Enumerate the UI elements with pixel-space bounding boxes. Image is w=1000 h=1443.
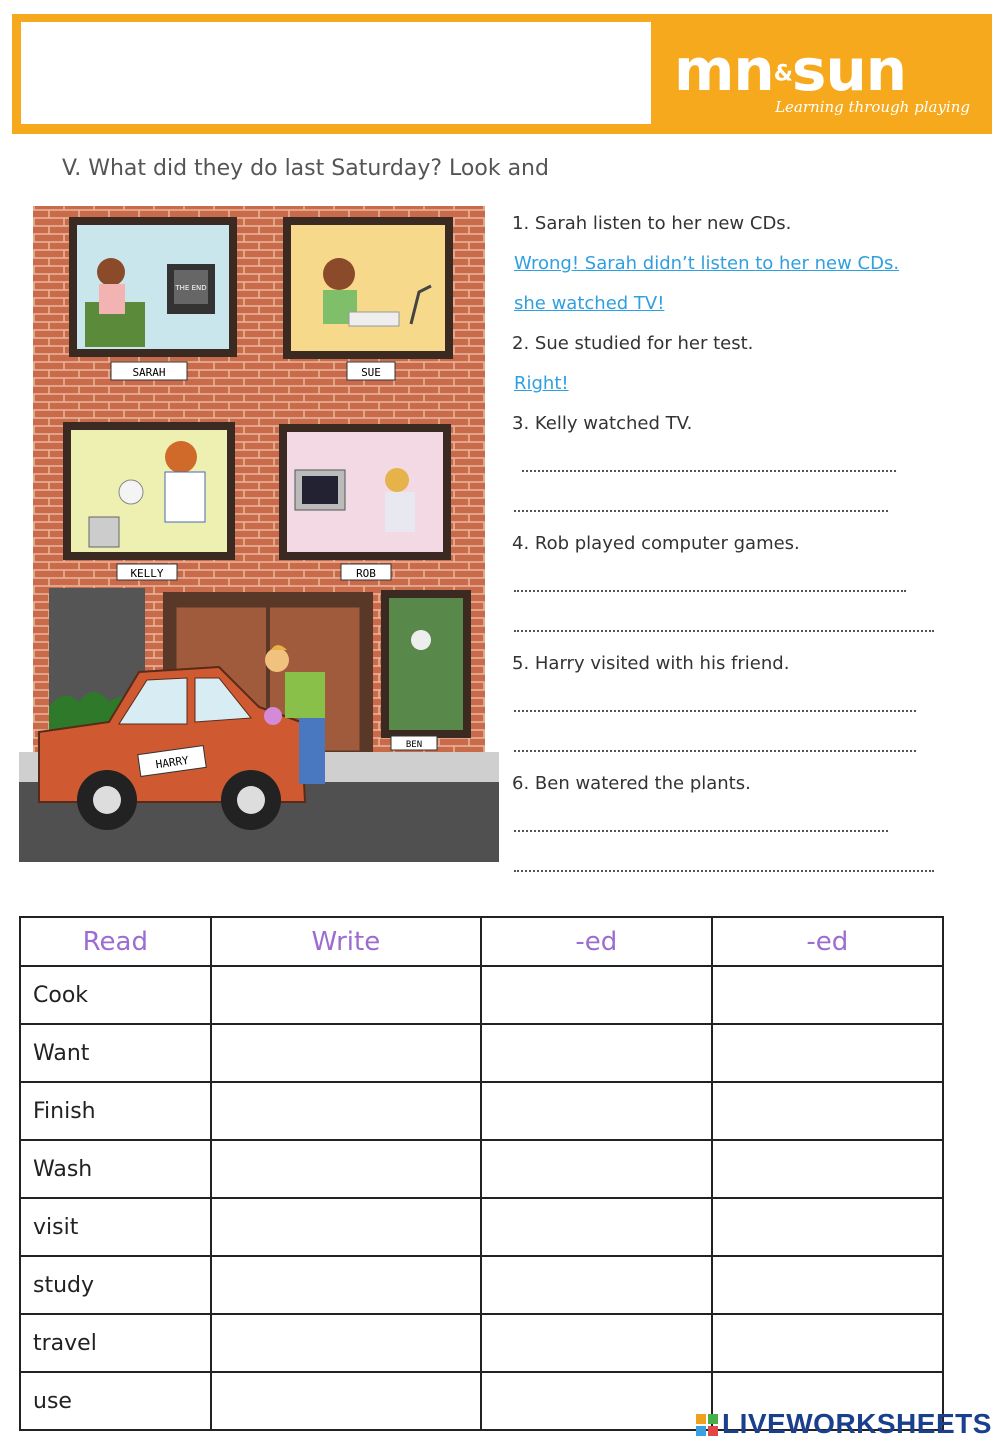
answer-1a: Wrong! Sarah didn’t listen to her new CDs. xyxy=(514,253,900,274)
label-sarah: SARAH xyxy=(132,366,166,379)
building-illustration xyxy=(19,202,499,862)
ed-cell[interactable] xyxy=(712,1140,943,1198)
answer-line-4b[interactable] xyxy=(514,630,934,632)
verb-cell: Want xyxy=(20,1024,211,1082)
header-write: Write xyxy=(211,917,481,966)
verb-cell: travel xyxy=(20,1314,211,1372)
answer-line-6b[interactable] xyxy=(514,870,934,872)
question-1: 1. Sarah listen to her new CDs. xyxy=(512,213,792,234)
write-cell[interactable] xyxy=(211,1256,481,1314)
verb-cell: visit xyxy=(20,1198,211,1256)
label-rob: ROB xyxy=(356,567,376,580)
table-row xyxy=(20,1082,943,1140)
rob-window xyxy=(279,424,451,580)
answer-line-4a[interactable] xyxy=(514,590,906,592)
ed-cell[interactable] xyxy=(481,1140,711,1198)
exercise-title: V. What did they do last Saturday? Look and xyxy=(62,156,549,181)
ed-cell[interactable] xyxy=(481,1314,711,1372)
label-harry: HARRY xyxy=(154,753,190,772)
ed-cell[interactable] xyxy=(481,966,711,1024)
name-box xyxy=(21,22,651,124)
write-cell[interactable] xyxy=(211,966,481,1024)
table-row xyxy=(20,1198,943,1256)
table-row xyxy=(20,1024,943,1082)
ed-cell[interactable] xyxy=(481,1082,711,1140)
header-read: Read xyxy=(20,917,211,966)
answer-line-3a[interactable] xyxy=(522,470,896,472)
write-cell[interactable] xyxy=(211,1372,481,1430)
label-ben: BEN xyxy=(405,740,423,750)
verb-cell: study xyxy=(20,1256,211,1314)
answer-line-3b[interactable] xyxy=(514,510,888,512)
answer-1b: she watched TV! xyxy=(514,293,665,314)
write-cell[interactable] xyxy=(211,1198,481,1256)
kelly-window xyxy=(63,422,235,580)
question-4: 4. Rob played computer games. xyxy=(512,533,800,554)
question-5: 5. Harry visited with his friend. xyxy=(512,653,790,674)
table-row xyxy=(20,966,943,1024)
ed-cell[interactable] xyxy=(481,1256,711,1314)
moon-sun-logo xyxy=(674,32,974,122)
verb-table xyxy=(19,916,944,1431)
logo-tagline: Learning through playing xyxy=(775,98,970,116)
answer-line-5a[interactable] xyxy=(514,710,916,712)
header-banner xyxy=(12,14,992,134)
liveworksheets-watermark: LIVEWORKSHEETS xyxy=(696,1408,992,1440)
question-3: 3. Kelly watched TV. xyxy=(512,413,693,434)
write-cell[interactable] xyxy=(211,1314,481,1372)
table-row xyxy=(20,1314,943,1372)
question-6: 6. Ben watered the plants. xyxy=(512,773,751,794)
ed-cell[interactable] xyxy=(712,1198,943,1256)
label-sue: SUE xyxy=(361,366,381,379)
ed-cell[interactable] xyxy=(712,1314,943,1372)
answer-2: Right! xyxy=(514,373,569,394)
verb-cell: Finish xyxy=(20,1082,211,1140)
header-ed-2: -ed xyxy=(712,917,943,966)
write-cell[interactable] xyxy=(211,1140,481,1198)
answer-line-6a[interactable] xyxy=(514,830,888,832)
table-row xyxy=(20,1256,943,1314)
ed-cell[interactable] xyxy=(712,1082,943,1140)
label-kelly: KELLY xyxy=(130,567,164,580)
verb-cell: Cook xyxy=(20,966,211,1024)
verb-cell: use xyxy=(20,1372,211,1430)
write-cell[interactable] xyxy=(211,1024,481,1082)
table-row xyxy=(20,1140,943,1198)
sarah-window xyxy=(69,217,237,380)
write-cell[interactable] xyxy=(211,1082,481,1140)
ed-cell[interactable] xyxy=(481,1372,711,1430)
ed-cell[interactable] xyxy=(712,1256,943,1314)
verb-cell: Wash xyxy=(20,1140,211,1198)
ed-cell[interactable] xyxy=(481,1198,711,1256)
svg-text:THE END: THE END xyxy=(175,284,207,292)
header-ed-1: -ed xyxy=(481,917,711,966)
logo-wordmark: mn&sun xyxy=(674,36,907,104)
liveworksheets-icon xyxy=(696,1414,718,1436)
ed-cell[interactable] xyxy=(712,1024,943,1082)
ed-cell[interactable] xyxy=(481,1024,711,1082)
table-header-row xyxy=(20,917,943,966)
question-2: 2. Sue studied for her test. xyxy=(512,333,754,354)
ed-cell[interactable] xyxy=(712,966,943,1024)
sue-window xyxy=(283,217,453,380)
answer-line-5b[interactable] xyxy=(514,750,916,752)
